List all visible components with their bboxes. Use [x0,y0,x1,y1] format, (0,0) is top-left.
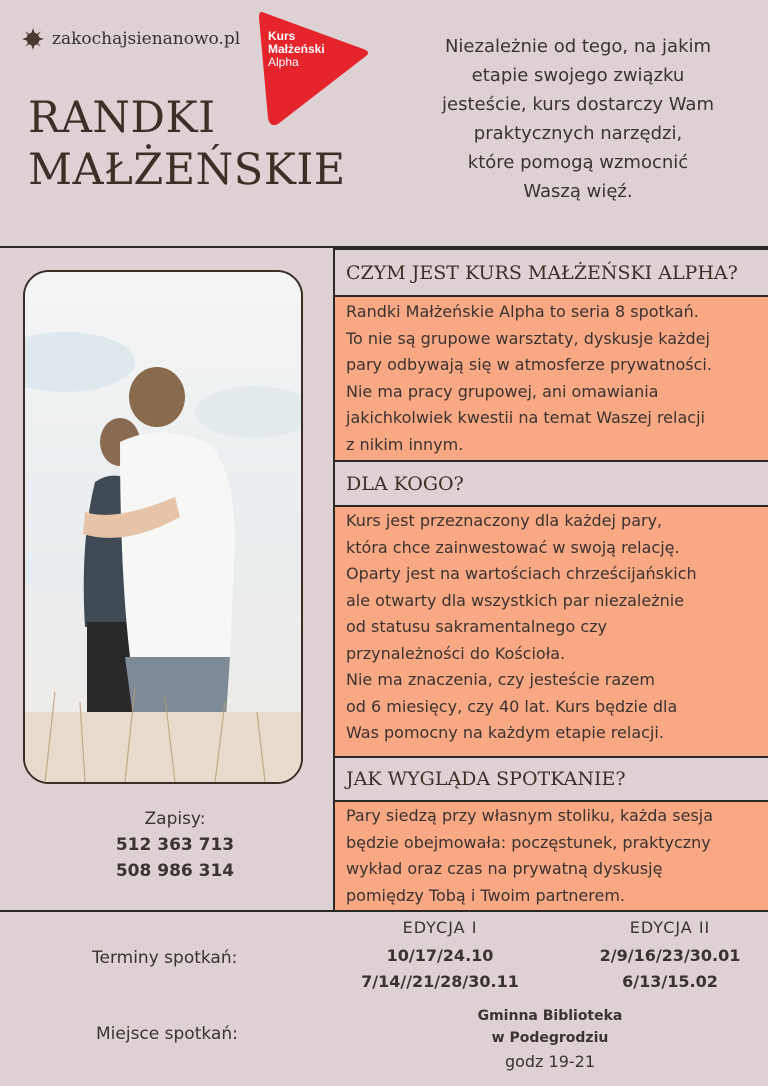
edition-1-dates-line-2: 7/14//21/28/30.11 [361,972,519,991]
body-line: Nie ma pracy grupowej, ani omawiania [346,381,659,401]
body-line: Nie ma znaczenia, czy jesteście razem [346,670,655,689]
place-label: Miejsce spotkań: [96,1024,238,1044]
section-heading-what-is: CZYM JEST KURS MAŁŻEŃSKI ALPHA? [335,248,768,297]
intro-line: które pomogą wzmocnić [467,152,689,173]
edition-1 [340,918,540,995]
edition-2-title: EDYCJA II [629,918,711,937]
intro-line: Niezależnie od tego, na jakim [444,36,712,57]
couple-photo [23,270,303,784]
section-heading-for-whom: DLA KOGO? [335,460,768,507]
edition-2-dates-line-1: 2/9/16/23/30.01 [599,946,741,965]
body-line: która chce zainwestować w swoją relację. [346,537,680,557]
title-line-2: MAŁŻEŃSKIE [28,145,346,195]
signup-label: Zapisy: [144,809,206,829]
phone-number-1[interactable]: 512 363 713 [115,835,235,855]
body-line: Was pomocny na każdym etapie relacji. [346,723,664,742]
intro-line: praktycznych narzędzi, [473,123,683,144]
intro-line: jesteście, kurs dostarczy Wam [442,94,714,115]
body-line: pomiędzy Tobą i Twoim partnerem. [346,885,626,905]
body-line: Pary siedzą przy własnym stoliku, każda sesja [346,806,714,825]
edition-1-dates-line-1: 10/17/24.10 [386,946,494,965]
intro-line: etapie swojego związku [471,65,685,86]
body-line: od statusu sakramentalnego czy [346,617,607,636]
badge-line-1: Kurs [268,29,296,43]
body-line: będzie obejmowała: poczęstunek, praktyczny [346,832,711,852]
body-line: Oparty jest na wartościach chrześcijańskich [346,564,697,583]
couple-illustration [25,272,301,782]
alpha-logo-text [268,30,325,69]
intro-line: Waszą więź. [523,181,633,202]
section-body-for-whom [346,508,766,747]
website-link[interactable] [22,28,240,50]
title-line-1: RANDKI [28,93,216,143]
info-column [333,248,768,911]
body-line: To nie są grupowe warsztaty, dyskusje każdej [346,328,710,348]
signup-contact [60,806,290,884]
phone-number-2[interactable]: 508 986 314 [115,861,235,881]
meeting-place [440,1005,660,1075]
section-body-what-is [346,299,766,458]
section-body-meeting [346,803,766,909]
body-line: z nikim innym. [346,434,464,454]
website-text: zakochajsienanowo.pl [52,29,241,49]
sun-icon [22,28,44,50]
body-line: jakichkolwiek kwestii na temat Waszej relacji [346,408,705,427]
edition-1-title: EDYCJA I [402,918,478,937]
intro-text [412,32,744,206]
badge-line-3: Alpha [268,55,299,69]
body-line: ale otwarty dla wszystkich par niezależnie [346,590,685,610]
body-line: Randki Małżeńskie Alpha to seria 8 spotkań. [346,302,699,321]
dates-label: Terminy spotkań: [92,948,238,968]
place-line-2: w Podegrodziu [491,1030,609,1046]
body-line: od 6 miesięcy, czy 40 lat. Kurs będzie dla [346,696,678,716]
place-line-1: Gminna Biblioteka [477,1008,623,1024]
body-line: wykład oraz czas na prywatną dyskusję [346,859,663,878]
bottom-divider [0,910,768,912]
badge-line-2: Małżeński [268,42,325,56]
edition-2-dates-line-2: 6/13/15.02 [622,972,718,991]
body-line: przynależności do Kościoła. [346,643,566,663]
body-line: Kurs jest przeznaczony dla każdej pary, [346,511,663,530]
meeting-hours: godz 19-21 [504,1052,596,1071]
edition-2 [585,918,755,995]
body-line: pary odbywają się w atmosferze prywatności. [346,355,712,374]
section-heading-meeting: JAK WYGLĄDA SPOTKANIE? [335,756,768,802]
